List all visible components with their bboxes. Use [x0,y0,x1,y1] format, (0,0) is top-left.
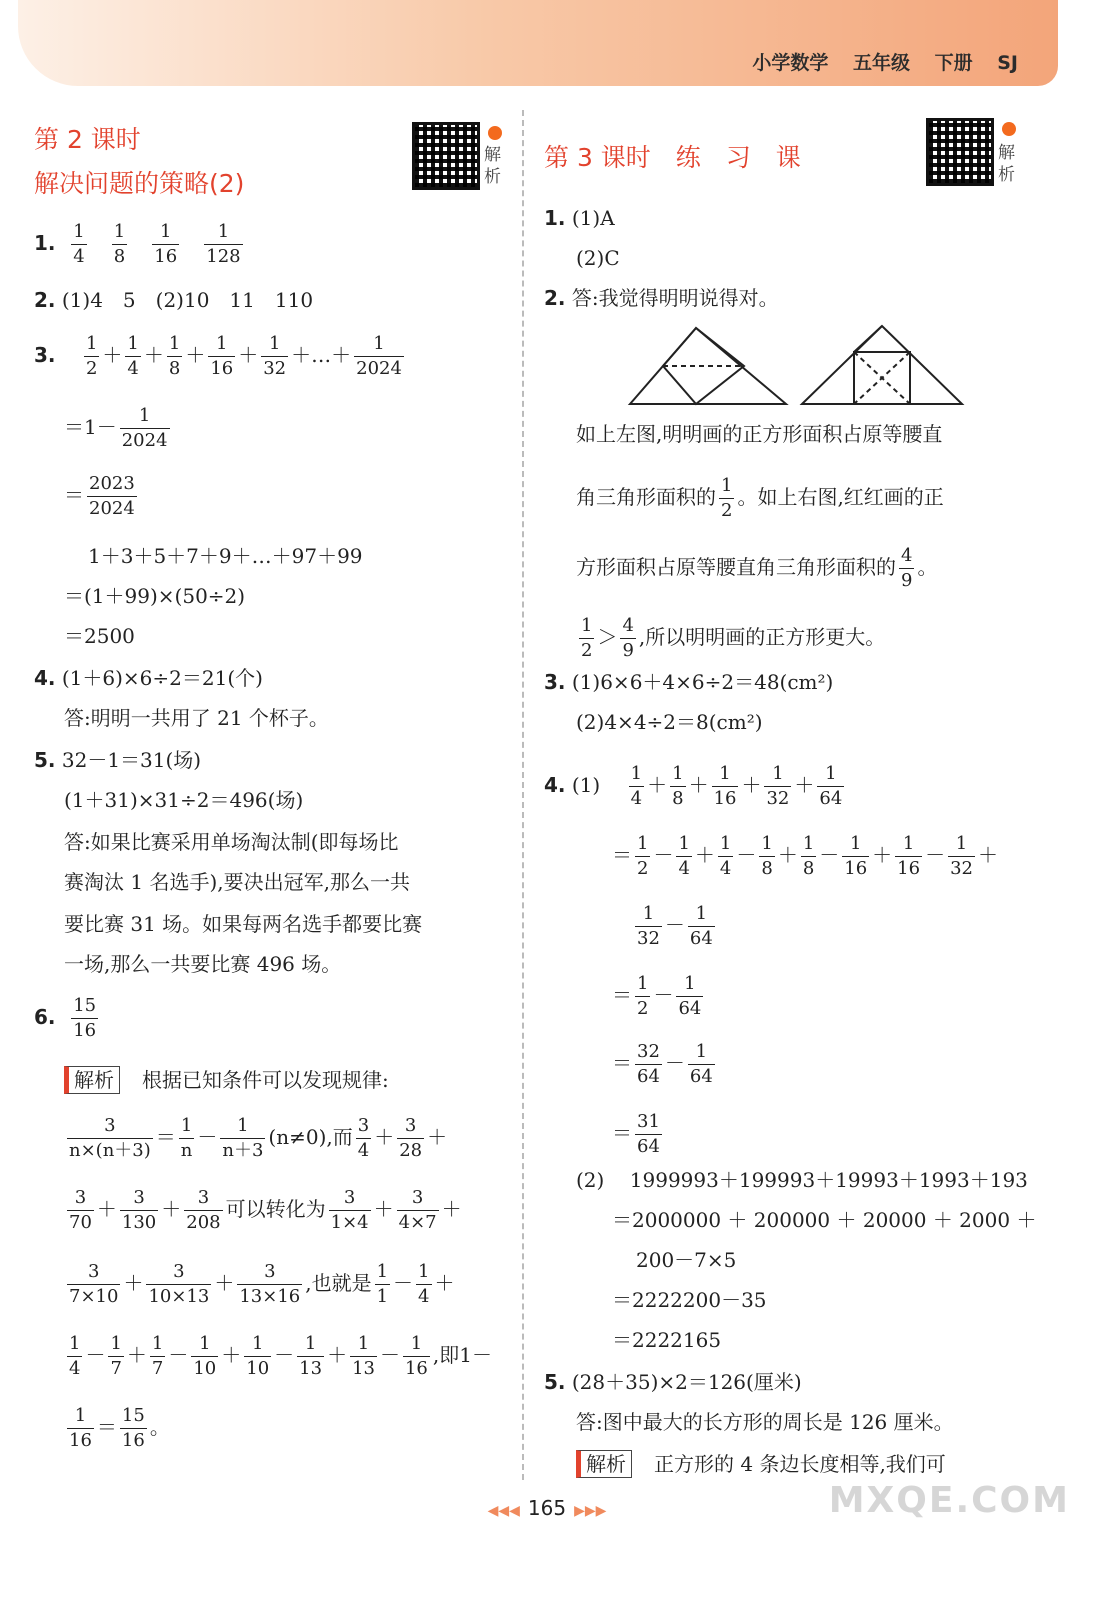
grade: 五年级 [852,52,910,74]
left-q4: 4. (1＋6)×6÷2＝21(个) [34,666,263,690]
edition: SJ [997,52,1018,74]
left-q5-ans1: 答:如果比赛采用单场淘汰制(即每场比 [64,830,399,854]
subject: 小学数学 [752,52,829,74]
right-triangle-diagram [802,326,962,404]
right-q4-1-step3: ＝ $\frac{32}{64}$ － $\frac{1}{64}$ [612,1041,713,1087]
right-q1a: 1. (1)A [544,206,615,230]
volume: 下册 [934,52,973,74]
play-icon[interactable] [1002,122,1016,136]
right-q4-2-step2: ＝2222200－35 [612,1288,767,1312]
right-lesson: 第 3 课时 练 习 课 [544,143,801,172]
left-q3-step2: ＝(1＋99)×(50÷2) [64,584,246,608]
left-rule3: $\frac{3}{7\times 10}$ ＋ $\frac{3}{10\times 13}$ ＋ $\frac{3}{13\times 16}$ ,也就是 $\frac{1}{1}$ － $\frac{1}{4}$ ＋ [69,1261,455,1307]
right-q2-p4: $\frac{1}{2}$ ＞ $\frac{4}{9}$ ,所以明明画的正方形更大。 [581,615,886,661]
left-q3-sum: 1＋3＋5＋7＋9＋…＋97＋99 [88,544,363,568]
left-lesson: 第 2 课时 [34,125,141,154]
left-q3-result: ＝ $\frac{2023}{2024}$ [64,473,135,519]
right-triangle [802,326,962,404]
left-q5: 5. 32－1＝31(场) [34,748,202,772]
right-q4-2: (2) 1999993＋199993＋19993＋1993＋193 [576,1168,1028,1192]
analysis-tag: 解析 [576,1450,632,1478]
right-q4-2-step1b: 200－7×5 [636,1248,737,1272]
left-q5-calc2: (1＋31)×31÷2＝496(场) [64,788,304,812]
play-icon[interactable] [488,126,502,140]
right-q2: 2. 答:我觉得明明说得对。 [544,286,779,310]
left-q5-ans3: 要比赛 31 场。如果每两名选手都要比赛 [64,912,423,936]
qr-code-left[interactable] [412,122,480,190]
left-q1: 1. $\frac{1}{4}$ $\frac{1}{8}$ $\frac{1}{16}$ $\frac{1}{128}$ [34,221,241,267]
prev-arrows-icon: ◀◀◀ [487,1503,520,1519]
right-q4-1-result: ＝ $\frac{31}{64}$ [612,1111,660,1157]
page-number: 165 [527,1496,567,1520]
left-rule: $\frac{3}{n\times(n+3)}$ ＝ $\frac{1}{n}$ － $\frac{1}{n+3}$ (n≠0),而 $\frac{3}{4}$ ＋ $\frac{3}{28}$ ＋ [69,1115,448,1161]
left-q4-answer: 答:明明一共用了 21 个杯子。 [64,706,329,730]
right-q4-1-step1: ＝ $\frac{1}{2}$ － $\frac{1}{4}$ ＋ $\frac{1}{4}$ － $\frac{1}{8}$ ＋ $\frac{1}{8}$ － $\frac{1}{16}$ ＋ $\frac{1}{16}$ － $\frac{1}{32}$ ＋ [612,833,998,879]
left-triangle-diagram [630,328,786,404]
right-q4-1: 4. (1) $\frac{1}{4}$ ＋ $\frac{1}{8}$ ＋ $\frac{1}{16}$ ＋ $\frac{1}{32}$ ＋ $\frac{1}{64}$ [544,763,843,809]
left-q3-step3: ＝2500 [64,624,135,648]
left-q6: 6. $\frac{15}{16}$ [34,995,97,1041]
right-q5-answer: 答:图中最大的长方形的周长是 126 厘米。 [576,1410,954,1434]
watermark: MXQE.COM [828,1480,1070,1521]
left-q3-expr: 3. $\frac{1}{2}$ ＋ $\frac{1}{4}$ ＋ $\frac{1}{8}$ ＋ $\frac{1}{16}$ ＋ $\frac{1}{32}$ ＋…＋ $\frac{1}{2024}$ [34,333,402,379]
column-divider [522,110,524,1480]
left-q2: 2. (1)4 5 (2)10 11 110 [34,288,314,312]
left-q3-step: ＝1－ $\frac{1}{2024}$ [64,405,168,451]
book-info [734,48,1018,75]
left-rule4: $\frac{1}{4}$ － $\frac{1}{7}$ ＋ $\frac{1}{7}$ － $\frac{1}{10}$ ＋ $\frac{1}{10}$ － $\frac{1}{13}$ ＋ $\frac{1}{13}$ － $\frac{1}{16}$ ,即1－ [69,1333,492,1379]
right-q2-p1: 如上左图,明明画的正方形面积占原等腰直 [576,422,943,446]
right-q3a: 3. (1)6×6＋4×6÷2＝48(cm²) [544,670,834,694]
header-banner [18,0,1058,86]
right-q4-1-step1b: $\frac{1}{32}$ － $\frac{1}{64}$ [637,903,713,949]
triangle-diagrams [626,322,966,408]
left-title: 解决问题的策略(2) [34,169,245,198]
right-q2-p2: 角三角形面积的 $\frac{1}{2}$ 。如上右图,红红画的正 [576,475,944,521]
right-q3b: (2)4×4÷2＝8(cm²) [576,710,763,734]
left-q5-ans2: 赛淘汰 1 名选手),要决出冠军,那么一共 [64,870,410,894]
qr-code-right[interactable] [926,118,994,186]
right-q4-1-step2: ＝ $\frac{1}{2}$ － $\frac{1}{64}$ [612,973,702,1019]
qr-label-left: 解析 [484,145,501,187]
qr-label-right: 解析 [998,143,1015,185]
left-rule2: $\frac{3}{70}$ ＋ $\frac{3}{130}$ ＋ $\frac{3}{208}$ 可以转化为 $\frac{3}{1\times 4}$ ＋ $\frac{3}{4\times 7}$ ＋ [69,1187,462,1233]
right-q4-2-result: ＝2222165 [612,1328,722,1352]
analysis-tag: 解析 [64,1066,120,1094]
right-q2-p3: 方形面积占原等腰直角三角形面积的 $\frac{4}{9}$ 。 [576,545,938,591]
next-arrows-icon: ▶▶▶ [574,1503,607,1519]
right-q1b: (2)C [576,246,620,270]
left-q5-ans4: 一场,那么一共要比赛 496 场。 [64,952,342,976]
right-analysis: 解析 正方形的 4 条边长度相等,我们可 [576,1450,946,1478]
right-q4-2-step1: ＝2000000 ＋ 200000 ＋ 20000 ＋ 2000 ＋ [612,1208,1037,1232]
left-analysis: 解析 根据已知条件可以发现规律: [64,1066,389,1094]
left-rule5: $\frac{1}{16}$ ＝ $\frac{15}{16}$ 。 [69,1405,170,1451]
right-q5: 5. (28＋35)×2＝126(厘米) [544,1370,802,1394]
